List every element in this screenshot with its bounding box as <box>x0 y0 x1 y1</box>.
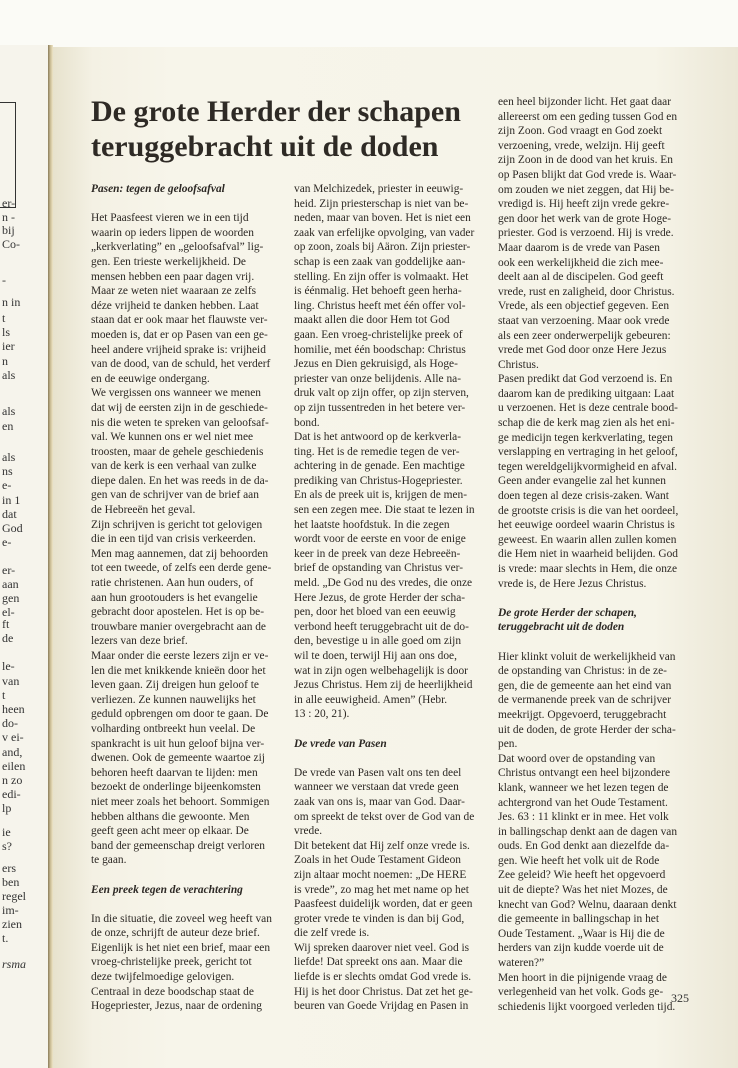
facing-page-text-fragment: in 1 <box>2 493 21 507</box>
text-line: verbond heeft teruggebracht uit de do- <box>294 620 469 633</box>
text-line: beuren van Goede Vrijdag en Pasen in <box>294 1000 469 1013</box>
text-line: de Hebreeën het geval. <box>91 504 196 517</box>
text-line: wordt voor de eerste en voor de enige <box>294 533 466 546</box>
text-line: de onze, schrijft de auteur deze brief. <box>91 927 260 940</box>
text-line: nis die weten te spreken van geloofsaf- <box>91 416 269 429</box>
facing-page-text-fragment: e- <box>2 535 12 549</box>
text-line: en de eeuwige ondergang. <box>91 372 210 385</box>
text-line: wat in zijn ogen welbehagelijk is door <box>294 664 468 677</box>
text-line: die zelf vrede is. <box>294 927 370 940</box>
text-line: Maar onder die eerste lezers zijn er ve- <box>91 650 269 662</box>
text-line: bond. <box>294 416 320 429</box>
facing-page-text-fragment: ls <box>2 325 11 339</box>
text-line: mensen hebben een paar dagen vrij. <box>91 270 255 283</box>
text-line: om zouden we niet zeggen, dat Hij be- <box>498 183 674 196</box>
text-line: Maar daarom is de vrede van Pasen <box>498 241 660 254</box>
section-heading: Een preek tegen de verachtering <box>91 883 243 896</box>
text-line: lezers van deze brief. <box>91 635 188 648</box>
text-line: Geen ander evangelie zal het kunnen <box>498 475 666 488</box>
facing-page-text-fragment: aan <box>2 577 19 591</box>
facing-page-text-fragment: er- <box>2 196 16 210</box>
text-line: „kerkverlating” en „geloofsafval” lig- <box>91 241 264 254</box>
text-line: zijn Zoon in de dood van het kruis. En <box>498 154 673 167</box>
text-line: Centraal in deze boodschap staat de <box>91 985 254 998</box>
paragraph-gap <box>91 868 272 883</box>
text-line: knecht van God? Welnu, daaraan denkt <box>498 898 677 911</box>
text-line: deze twijfelmoedige gelovigen. <box>91 971 235 984</box>
text-line: zaak van ons is, maar van God. Daar- <box>294 795 465 808</box>
text-line: Men hoort in die pijnigende vraag de <box>498 971 667 984</box>
facing-page-text-fragment: im- <box>2 903 19 917</box>
text-line: wateren?” <box>498 957 545 970</box>
text-line: den, bevestige u in alle goed om zijn <box>294 635 462 648</box>
text-line: troosten, maar de gehele geschiedenis <box>91 445 264 458</box>
text-line: De vrede van Pasen valt ons ten deel <box>294 766 462 779</box>
facing-page-text-fragment: regel <box>2 889 26 903</box>
text-line: We vergissen ons wanneer we menen <box>91 387 261 400</box>
text-line: Dat is het antwoord op de kerkverla- <box>294 431 462 444</box>
text-line: gebracht door apostelen. Het is op be- <box>91 606 265 619</box>
text-line: allereerst om een geding tussen God en <box>498 110 678 123</box>
text-line: geduld opbrengen om door te gaan. De <box>91 708 269 721</box>
text-line: uit de doden, de grote Herder der scha- <box>498 723 676 736</box>
text-line: trouwbare manier overgebracht aan de <box>91 620 266 633</box>
facing-page-text-fragment: gen <box>2 591 20 605</box>
text-line: van de kerk is een verhaal van zulke <box>91 460 257 473</box>
text-line: te gaan. <box>91 854 127 867</box>
section-heading: teruggebracht uit de doden <box>498 621 625 634</box>
article-column-2 <box>294 182 475 1014</box>
text-line: van de dood, van de schuld, het verderf <box>91 358 271 371</box>
text-line: Hier klinkt voluit de werkelijkheid van <box>498 650 676 663</box>
text-line: liefde is er slechts omdat God vrede is. <box>294 971 472 984</box>
facing-page-text-fragment: ft <box>2 617 10 631</box>
text-line: dat wij de eersten zijn in de geschiede- <box>91 401 268 414</box>
section-heading: De vrede van Pasen <box>294 737 387 750</box>
text-line: die in een tijd van crisis verkeerden. <box>91 533 256 546</box>
text-line: sen een zegen mee. Die staat te lezen in <box>294 504 475 517</box>
facing-page-text-fragment: el- <box>2 605 15 619</box>
text-line: schap is een zaak van goddelijke aan- <box>294 255 466 268</box>
paragraph-gap <box>498 591 678 606</box>
text-line: déze vrijheid te danken hebben. Laat <box>91 299 259 312</box>
facing-page-text-fragment: t. <box>2 931 9 945</box>
text-line: leven gaan. Zij dreigen hun geloof te <box>91 679 259 692</box>
text-line: op Pasen blijkt dat God vrede is. Waar- <box>498 168 677 181</box>
text-line: Jezus Christus. Hem zij de heerlijkheid <box>294 679 473 692</box>
facing-page-text-fragment: als <box>2 450 16 464</box>
facing-page-text-fragment: dat <box>2 507 17 521</box>
text-line: band der gemeenschap dreigt verloren <box>91 839 265 852</box>
text-line: maakt allen die door Hem tot God <box>294 314 450 327</box>
text-line: zijn altaar mocht noemen: „De HERE <box>294 868 467 881</box>
text-line: heel andere vrijheid sprake is: vrijheid <box>91 343 266 356</box>
text-line: deelt aan al de discipelen. God geeft <box>498 271 664 284</box>
article-title: De grote Herder der schapen teruggebracht uit de doden <box>91 95 461 163</box>
section-heading: De grote Herder der schapen, <box>498 606 637 619</box>
facing-page-text-fragment: - <box>2 273 6 287</box>
facing-page-text-fragment: t <box>2 688 6 702</box>
text-line: uit de diepte? Was het niet Mozes, de <box>498 884 668 897</box>
text-line: 13 : 20, 21). <box>294 708 350 721</box>
text-line: ling. Christus heeft met één offer vol- <box>294 299 466 312</box>
facing-page-text-fragment: heen <box>2 702 25 716</box>
text-line: ook een werkelijkheid die zich mee- <box>498 256 664 269</box>
text-line: Hogepriester, Jezus, naar de ordening <box>91 1000 262 1013</box>
facing-page-text-fragment: ie <box>2 825 11 839</box>
text-line: staan dat er ook maar het flauwste ver- <box>91 314 268 327</box>
text-line: tot een tweede, of zelfs een derde gene- <box>91 562 272 575</box>
facing-page-text-fragment: en <box>2 419 14 433</box>
text-line: Eigenlijk is het niet een brief, maar een <box>91 941 271 954</box>
text-line: daarom kan de prediking uitgaan: Laat <box>498 387 675 400</box>
text-line: van Melchizedek, priester in eeuwig- <box>294 183 464 195</box>
article-column-3 <box>498 95 678 1014</box>
facing-page-text-fragment: n in <box>2 295 21 309</box>
text-line: Zoals in het Oude Testament Gideon <box>294 854 461 867</box>
text-line: volharding ontbreekt hun veelal. De <box>91 722 256 735</box>
text-line: Wij spreken daarover niet veel. God is <box>294 941 470 954</box>
text-line: achtering in de genade. Een machtige <box>294 460 465 473</box>
text-line: ratie christenen. Aan hun ouders, of <box>91 577 254 590</box>
text-line: wanneer we verstaan dat vrede geen <box>294 781 459 794</box>
text-line: vrede, rust en zaligheid, door Christus. <box>498 285 675 298</box>
text-line: zijn Zoon. God vraagt en God zoekt <box>498 125 663 138</box>
text-line: verlegenheid van het volk. Gods ge- <box>498 986 664 999</box>
text-line: Vrede, als een objectief gegeven. Een <box>498 300 670 313</box>
text-line: keer in de preek van deze Hebreeën- <box>294 547 461 560</box>
text-line: op zoon, zoals bij Aäron. Zijn priester- <box>294 241 471 254</box>
text-line: verliezen. Ze kunnen nauwelijks het <box>91 693 256 706</box>
facing-page-text-fragment: ier <box>2 339 15 353</box>
facing-page-box <box>0 102 16 208</box>
text-line: als een zeer onderwerpelijk gebeuren: <box>498 329 671 342</box>
text-line: om spreekt de tekst over de God van de <box>294 810 475 823</box>
text-line: Het Paasfeest vieren we in een tijd <box>91 212 249 225</box>
text-line: pen, door het bloed van een eeuwig <box>294 606 456 619</box>
text-line: herders van zijn kudde voerde uit de <box>498 942 664 955</box>
text-line: schap die de kerk mag zien als het eni- <box>498 417 675 430</box>
text-line: neden, maar van boven. Het is niet een <box>294 212 471 225</box>
facing-page-text-fragment: n - <box>2 210 15 224</box>
text-line: die gemeente in ballingschap in het <box>498 913 659 926</box>
article-column-1 <box>91 182 272 1014</box>
facing-page-text-fragment: als <box>2 404 16 418</box>
text-line: spankracht is uit hun geloof bijna ver- <box>91 737 265 750</box>
text-line: staat van verzoening. Maar ook vrede <box>498 314 670 327</box>
facing-page-text-fragment: van <box>2 674 20 688</box>
text-line: pen. <box>498 738 518 751</box>
section-heading: Pasen: tegen de geloofsafval <box>91 183 225 195</box>
page-number: 325 <box>671 991 689 1005</box>
facing-page-text-fragment: e- <box>2 478 12 492</box>
text-line: In die situatie, die zoveel weg heeft van <box>91 912 272 925</box>
text-line: aan hun grootouders is het evangelie <box>91 591 258 604</box>
facing-page-text-fragment: rsma <box>2 957 27 971</box>
text-line: bezoekt de onderlinge bijeenkomsten <box>91 781 261 794</box>
text-line: die Hem niet in waarheid belijden. God <box>498 548 678 561</box>
text-line: hebben althans die gewoonte. Men <box>91 810 250 823</box>
facing-page-text-fragment: n <box>2 354 8 368</box>
text-line: Maar ze weten niet waaraan ze zelfs <box>91 285 257 298</box>
facing-page-text-fragment: ers <box>2 861 16 875</box>
text-line: behoren heeft daarvan te lijden: men <box>91 766 258 779</box>
text-line: Hij is het door Christus. Dat zet het ge- <box>294 985 473 998</box>
text-line: vredigd is. Hij heeft zijn vrede gekre- <box>498 198 670 211</box>
text-line: brief de opstanding van Christus ver- <box>294 562 464 575</box>
text-line: op zijn tussentreden in het betere ver- <box>294 401 466 414</box>
facing-page-text-fragment: Co- <box>2 237 20 251</box>
text-line: Dit betekent dat Hij zelf onze vrede is. <box>294 839 470 852</box>
text-line: meld. „De God nu des vredes, die onze <box>294 577 473 590</box>
text-line: Pasen predikt dat God verzoend is. En <box>498 373 673 386</box>
text-line: groter vrede te vinden is dan bij God, <box>294 912 465 925</box>
text-line: klank, wanneer we het lezen tegen de <box>498 781 669 794</box>
facing-page-text-fragment: t <box>2 311 6 325</box>
text-line: Men mag aannemen, dat zij behoorden <box>91 547 269 560</box>
text-line: het eeuwige oordeel waarin Christus is <box>498 519 675 532</box>
text-line: de vermanende preek van de schrijver <box>498 694 671 707</box>
text-line: verslapping en vertraging in het geloof, <box>498 446 678 459</box>
facing-page-text-fragment: le- <box>2 659 15 673</box>
text-line: schiedenis lijkt voorgoed verleden tijd. <box>498 1000 676 1013</box>
text-line: tegen wereldgelijkvormigheid en afval. <box>498 460 678 473</box>
text-line: Christus ontvangt een heel bijzondere <box>498 767 671 780</box>
text-line: is vrede”, zo mag het met name op het <box>294 883 469 896</box>
text-line: geweest. En waarin allen zullen komen <box>498 533 677 546</box>
text-line: gen, die de gemeente aan het eind van <box>498 679 672 692</box>
paragraph-gap <box>294 722 475 737</box>
text-line: Jes. 63 : 11 klinkt er in mee. Het volk <box>498 811 669 824</box>
text-line: priester van onze belijdenis. Alle na- <box>294 372 462 385</box>
text-line: ge medicijn tegen kerkverlating, tegen <box>498 431 673 444</box>
facing-page-text-fragment: ben <box>2 875 20 889</box>
facing-page-text-fragment: God <box>2 521 23 535</box>
text-line: zaak van erfelijke opvolging, van vader <box>294 226 475 239</box>
facing-page-text-fragment: v ei- <box>2 730 24 744</box>
text-line: diepe dalen. En het was reeds in de da- <box>91 474 269 487</box>
text-line: doen tegen al deze crisis-zaken. Want <box>498 490 669 503</box>
facing-page-text-fragment: ns <box>2 464 13 478</box>
facing-page-text-fragment: n zo <box>2 773 23 787</box>
text-line: in ballingschap denkt aan de dagen van <box>498 825 678 838</box>
text-line: een heel bijzonder licht. Het gaat daar <box>498 96 671 108</box>
text-line: Zijn schrijven is gericht tot gelovigen <box>91 518 263 531</box>
text-line: gen. Een trieste werkelijkheid. De <box>91 255 246 268</box>
text-line: En als de preek uit is, krijgen de men- <box>294 489 468 502</box>
text-line: gaan. Een vroeg-christelijke preek of <box>294 328 463 341</box>
text-line: is éénmalig. Het behoeft geen herha- <box>294 285 462 298</box>
text-line: het laatste hoofdstuk. In die zegen <box>294 518 450 531</box>
text-line: val. We kunnen ons er wel niet mee <box>91 431 254 444</box>
text-line: Jezus en Dien gekruisigd, als Hoge- <box>294 358 458 371</box>
text-line: Paasfeest duidelijk worden, dat er geen <box>294 898 473 911</box>
text-line: gen. Wie heeft het volk uit de Rode <box>498 854 660 867</box>
text-line: u verzoenen. Het is deze centrale bood- <box>498 402 678 415</box>
text-line: heid. Zijn priesterschap is niet van be- <box>294 197 469 210</box>
text-line: vrede met God door onze Here Jezus <box>498 344 667 357</box>
text-line: de grootste crisis is die van het oordeel, <box>498 504 679 517</box>
text-line: achtergrond van het Oude Testament. <box>498 796 668 809</box>
text-line: verzoening, vrede, welzijn. Hij geeft <box>498 139 665 152</box>
text-line: wil te doen, terwijl Hij aan ons doe, <box>294 650 457 662</box>
facing-page-text-fragment: edi- <box>2 787 21 801</box>
text-line: is vrede: maar slechts in Hem, die onze <box>498 563 678 575</box>
text-line: vrede is, de Here Jezus Christus. <box>498 577 647 590</box>
text-line: len die met knikkende knieën door het <box>91 664 266 677</box>
text-line: gen van de schrijver van de brief aan <box>91 489 259 502</box>
text-line: Here Jezus, de grote Herder der scha- <box>294 591 466 604</box>
text-line: moeden is, dat er op Pasen van een ge- <box>91 328 268 341</box>
facing-page-text-fragment: zien <box>2 917 22 931</box>
text-line: liefde! Dat spreekt ons aan. Maar die <box>294 956 463 969</box>
text-line: in alle eeuwigheid. Amen” (Hebr. <box>294 693 448 706</box>
text-line: vrede. <box>294 825 323 838</box>
facing-page-text-fragment: er- <box>2 563 16 577</box>
facing-page-text-fragment: de <box>2 631 14 645</box>
text-line: Oude Testament. „Waar is Hij die de <box>498 927 665 940</box>
text-line: druk valt op zijn offer, op zijn sterven, <box>294 387 469 400</box>
facing-page-text-fragment: bij <box>2 223 15 237</box>
text-line: gen door het werk van de grote Hoge- <box>498 212 672 225</box>
facing-page-text-fragment: s? <box>2 839 12 853</box>
text-line: niet meer zoals het behoort. Sommigen <box>91 795 270 808</box>
text-line: ouds. En God denkt aan diezelfde da- <box>498 840 670 853</box>
text-line: dwenen. Ook de gemeente waartoe zij <box>91 752 265 765</box>
text-line: Dat woord over de opstanding van <box>498 752 656 765</box>
text-line: stelling. En zijn offer is volmaakt. Het <box>294 270 469 283</box>
facing-page-text-fragment: eilen <box>2 759 26 773</box>
text-line: priester. God is verzoend. Hij is vrede. <box>498 227 674 240</box>
text-line: Christus. <box>498 358 539 371</box>
text-line: homilie, met één boodschap: Christus <box>294 343 466 356</box>
facing-page <box>0 45 48 1068</box>
text-line: geeft geen acht meer op elkaar. De <box>91 825 249 838</box>
text-line: Zee geleid? Wie heeft het opgevoerd <box>498 869 666 882</box>
text-line: waarin op ieders lippen de woorden <box>91 226 254 239</box>
text-line: ting. Het is de remedie tegen de ver- <box>294 445 460 458</box>
facing-page-text-fragment: lp <box>2 801 12 815</box>
facing-page-text-fragment: als <box>2 368 16 382</box>
text-line: vroeg-christelijke preek, gericht tot <box>91 956 252 969</box>
facing-page-text-fragment: do- <box>2 716 18 730</box>
facing-page-text-fragment: and, <box>2 745 23 759</box>
text-line: meekrijgt. Opgevoerd, teruggebracht <box>498 708 667 721</box>
text-line: de opstanding van Christus: in de ze- <box>498 665 667 678</box>
text-line: prediking van Christus-Hogepriester. <box>294 474 463 487</box>
